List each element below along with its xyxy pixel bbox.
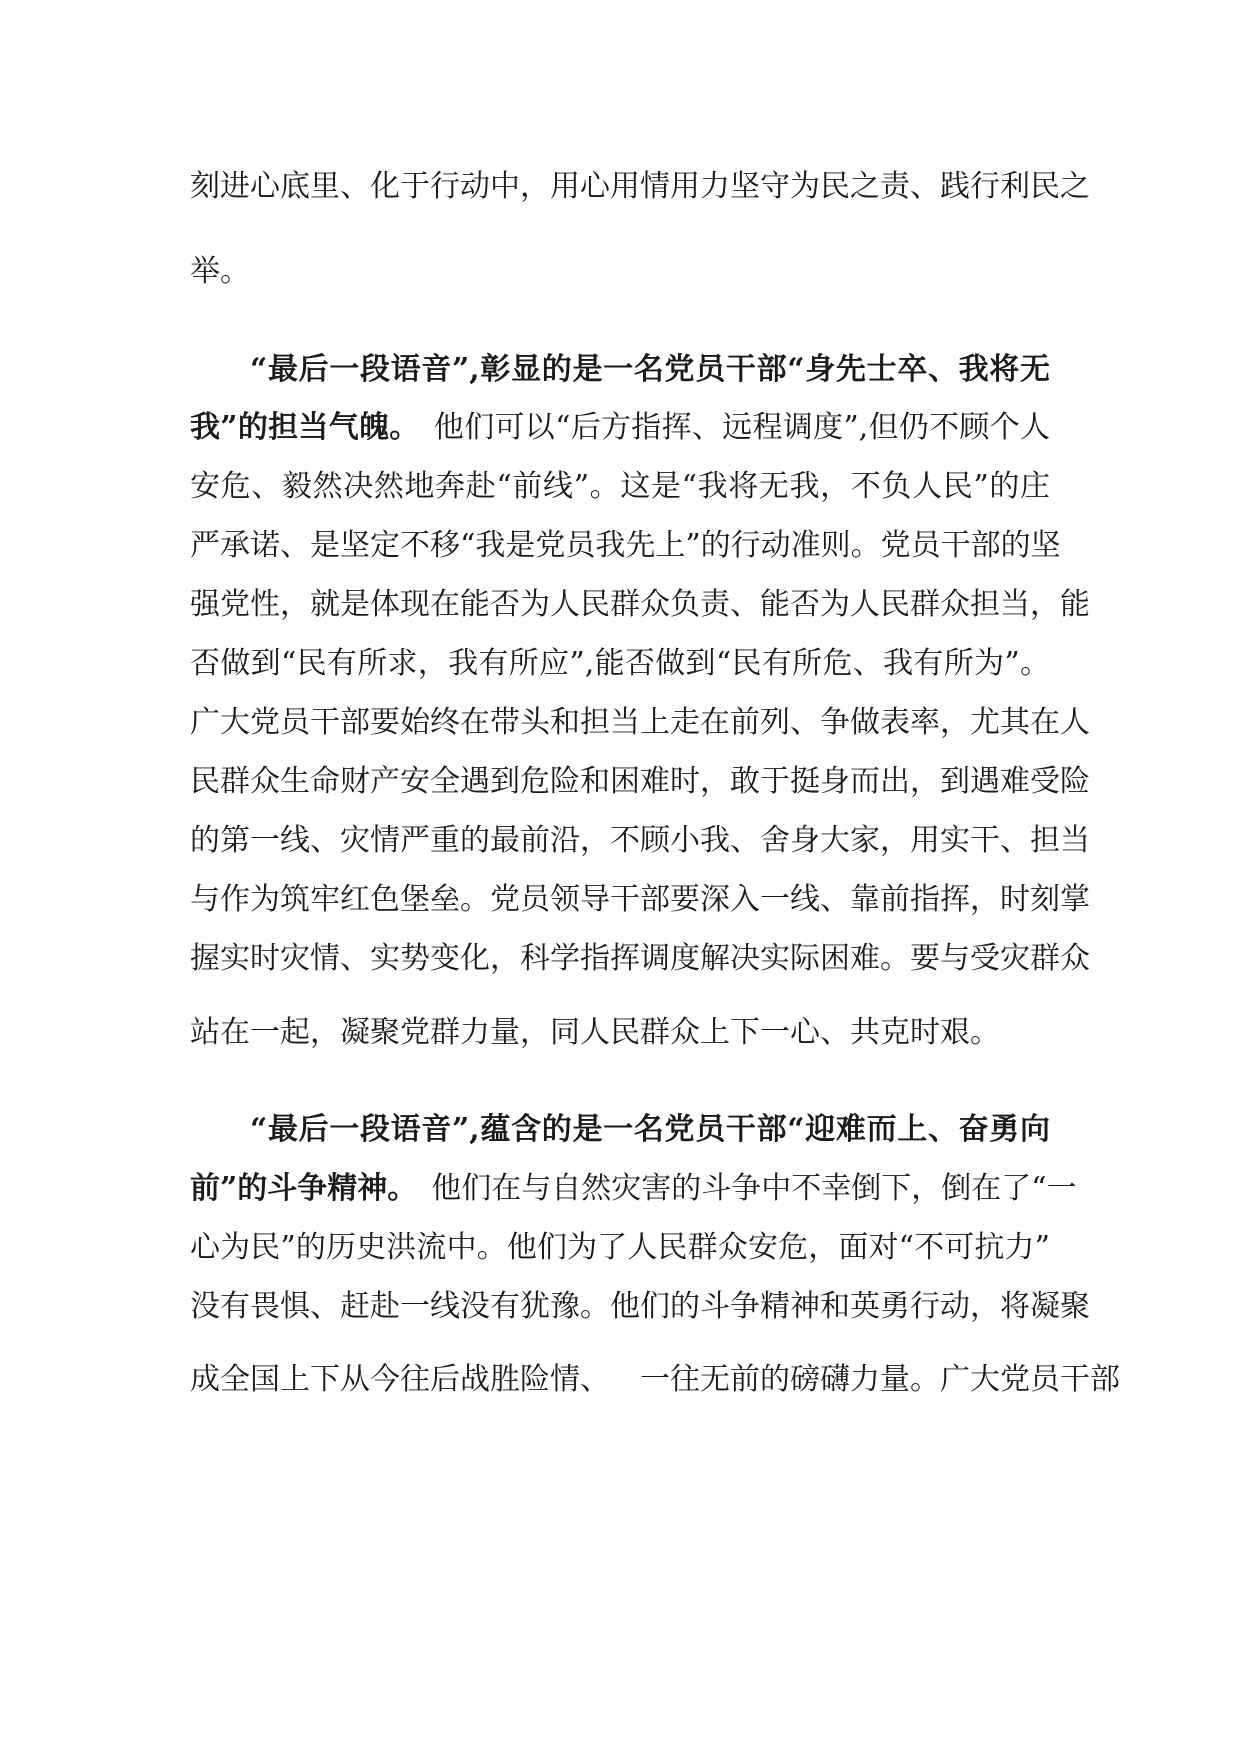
paragraph-3-line-3: 心为民”的历史洪流中。他们为了人民群众安危，面对“不可抗力” (190, 1230, 1050, 1265)
paragraph-2-line-9: 的第一线、灾情严重的最前沿，不顾小我、舍身大家，用实干、担当 (190, 823, 1090, 858)
paragraph-3-line-2-text: 他们在与自然灾害的斗争中不幸倒下，倒在了“一 (431, 1171, 1077, 1206)
paragraph-1-line-2: 举。 (190, 254, 250, 289)
paragraph-2-line-2 (190, 408, 1050, 448)
paragraph-2-line-6: 否做到“民有所求，我有所应”,能否做到“民有所危、我有所为”。 (190, 646, 1050, 681)
paragraph-2-line-11: 握实时灾情、实势变化，科学指挥调度解决实际困难。要与受灾群众 (190, 941, 1090, 976)
paragraph-1-line-1: 刻进心底里、化于行动中，用心用情用力坚守为民之责、践行利民之 (190, 169, 1090, 204)
paragraph-3-heading-line-1: “最后一段语音”,蕴含的是一名党员干部“迎难而上、奋勇向 (250, 1112, 1050, 1147)
paragraph-3-line-2 (190, 1169, 1077, 1209)
paragraph-2-line-8: 民群众生命财产安全遇到危险和困难时，敢于挺身而出，到遇难受险 (190, 764, 1090, 799)
paragraph-3-line-4: 没有畏惧、赶赴一线没有犹豫。他们的斗争精神和英勇行动，将凝聚 (190, 1289, 1090, 1324)
paragraph-2-heading-line-2: 我”的担当气魄。 (190, 410, 420, 445)
paragraph-3-line-5-part-b: 一往无前的磅礴力量。广大党员干部 (640, 1362, 1120, 1397)
paragraph-3-line-5-part-a: 成全国上下从今往后战胜险情、 (190, 1362, 610, 1397)
paragraph-2-line-5: 强党性，就是体现在能否为人民群众负责、能否为人民群众担当，能 (190, 587, 1090, 622)
paragraph-2-line-2-text: 他们可以“后方指挥、远程调度”,但仍不顾个人 (433, 410, 1050, 445)
paragraph-3-line-5 (190, 1360, 1120, 1400)
paragraph-3-heading-line-2: 前”的斗争精神。 (190, 1171, 418, 1206)
paragraph-2-line-7: 广大党员干部要始终在带头和担当上走在前列、争做表率，尤其在人 (190, 705, 1090, 740)
paragraph-2-line-12: 站在一起，凝聚党群力量，同人民群众上下一心、共克时艰。 (190, 1015, 1000, 1050)
paragraph-2-line-4: 严承诺、是坚定不移“我是党员我先上”的行动准则。党员干部的坚 (190, 528, 1061, 563)
paragraph-2-line-3: 安危、毅然决然地奔赴“前线”。这是“我将无我，不负人民”的庄 (190, 469, 1050, 504)
paragraph-2-line-10: 与作为筑牢红色堡垒。党员领导干部要深入一线、靠前指挥，时刻掌 (190, 882, 1090, 917)
paragraph-2-heading-line-1: “最后一段语音”,彰显的是一名党员干部“身先士卒、我将无 (250, 352, 1050, 387)
